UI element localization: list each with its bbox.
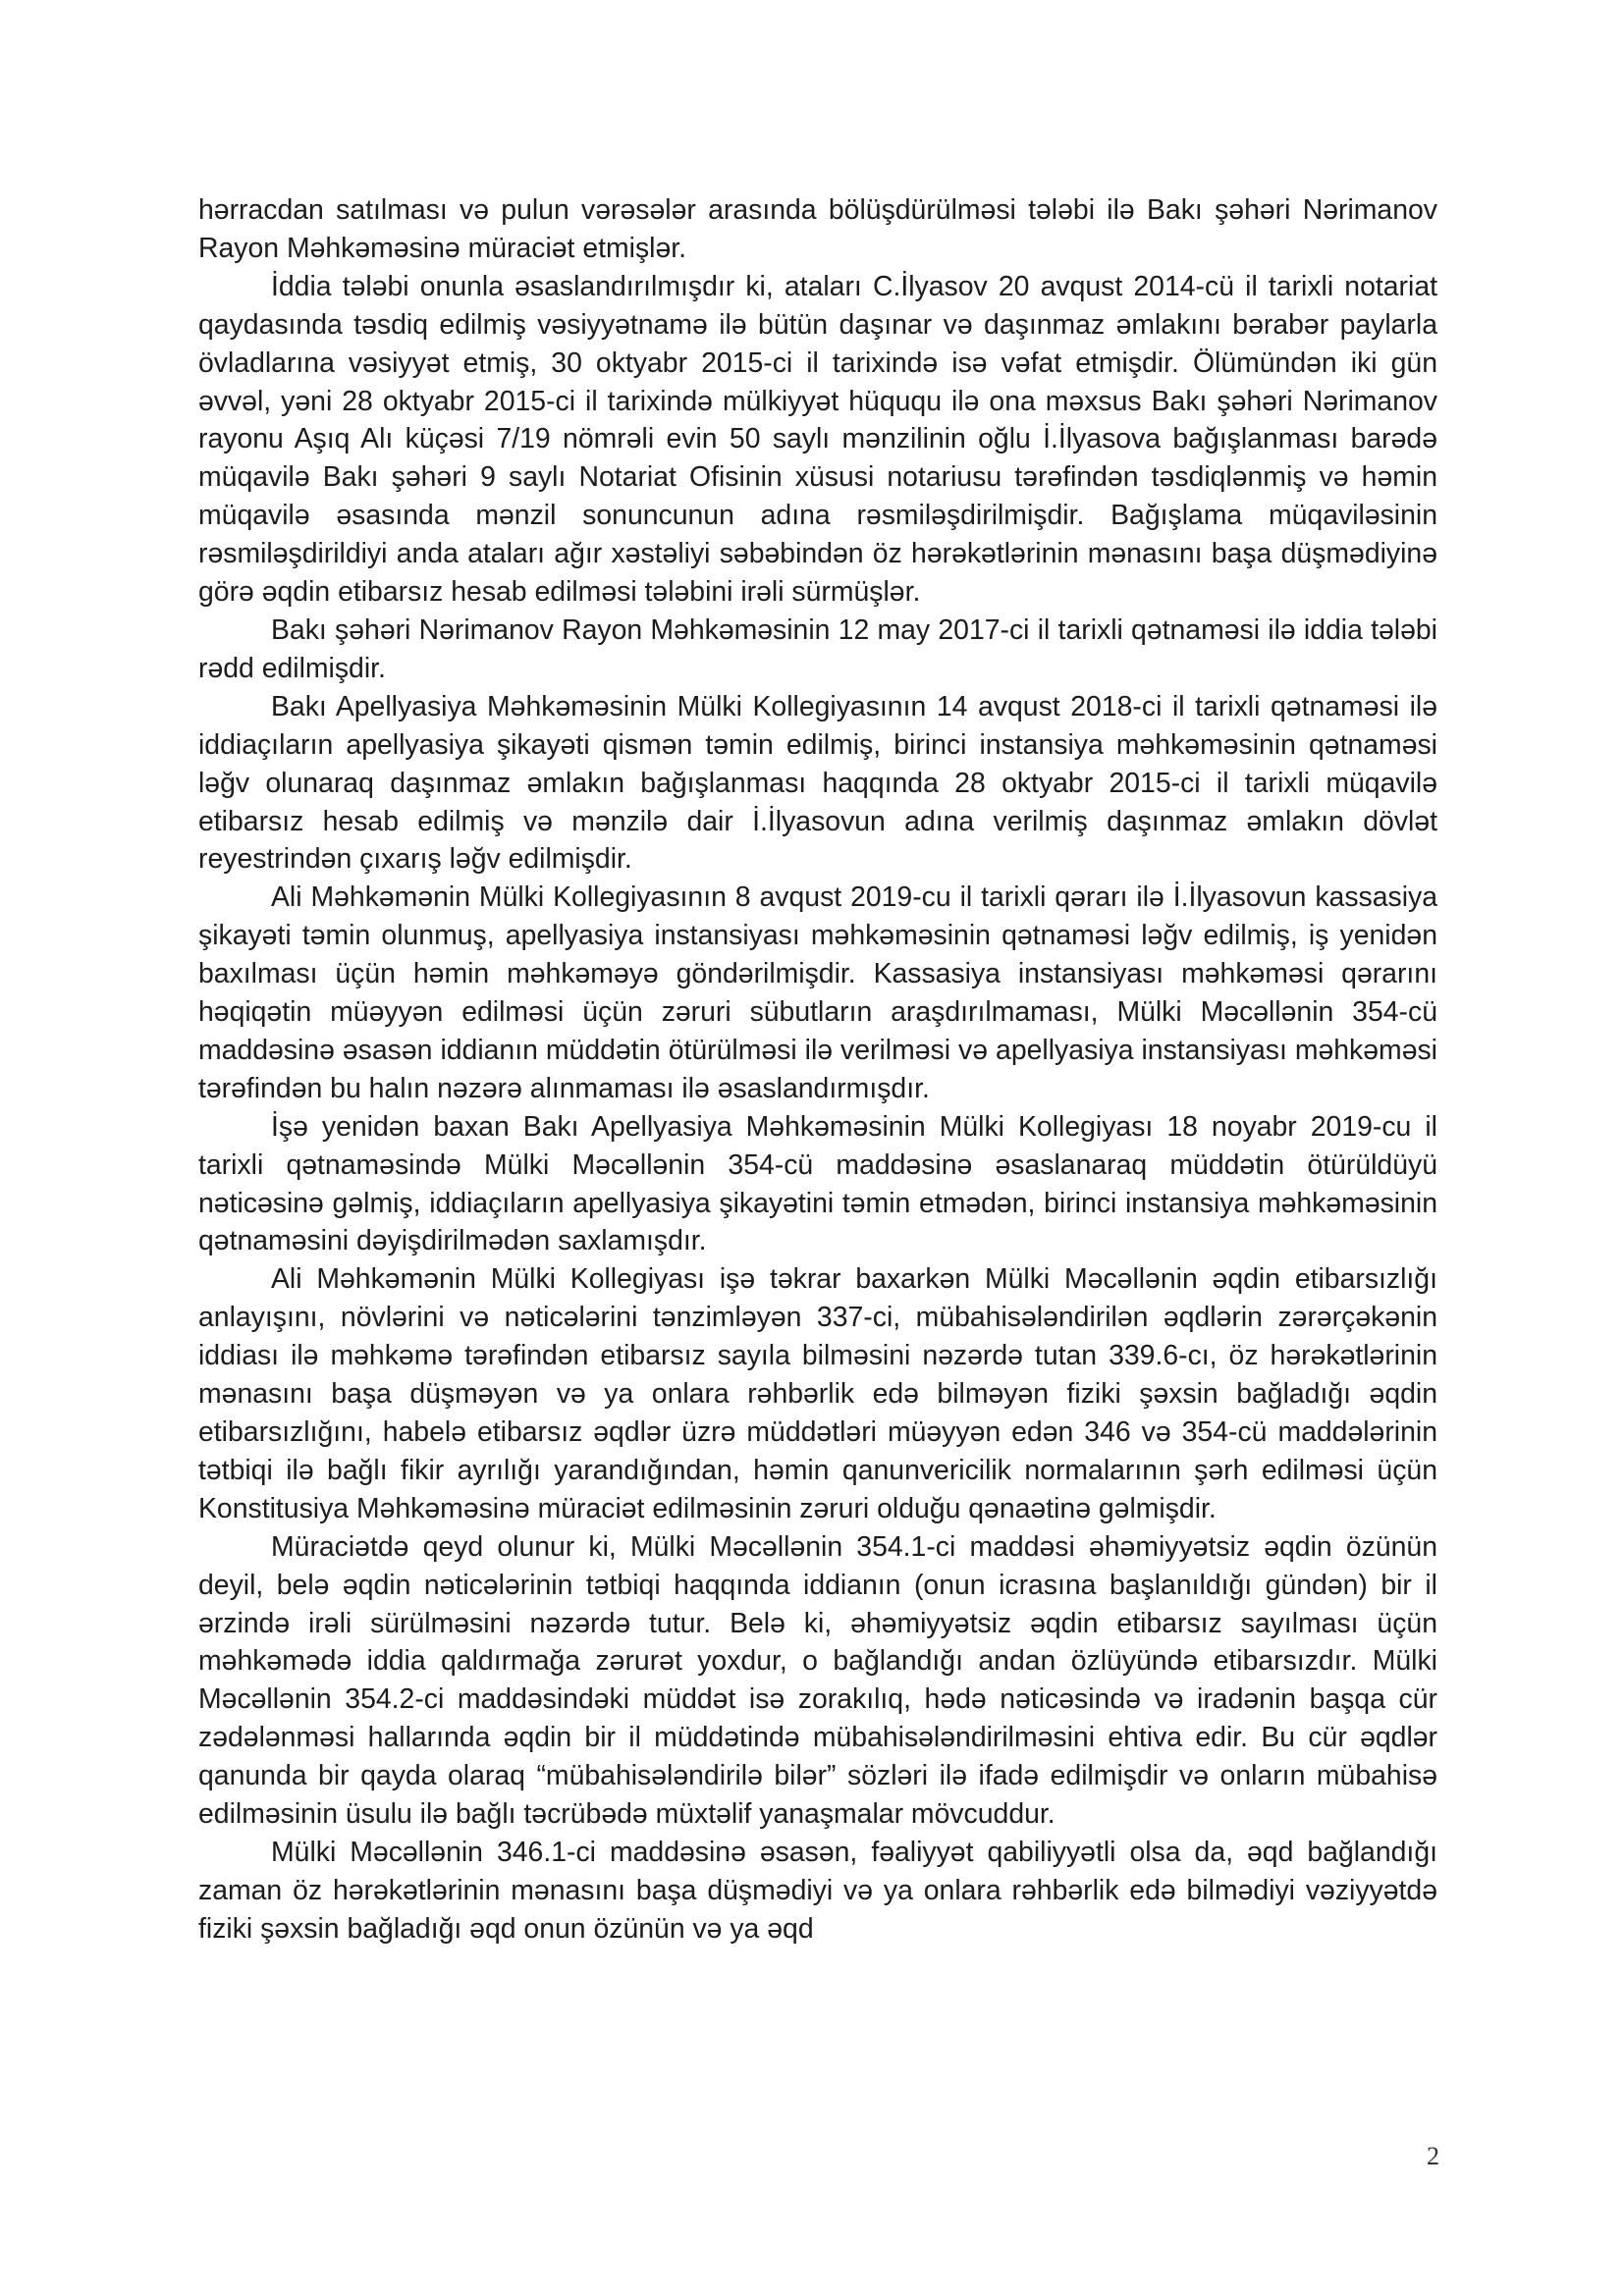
paragraph-2: İddia tələbi onunla əsaslandırılmışdır ki, ataları C.İlyasov 20 avqust 2014-cü il tarixli notariat qaydasında təsdiq edilmiş vəsiyyətnamə ilə bütün daşınar və daşınmaz əmlakını bərabər paylarla övladlarına vəsiyyət etmiş, 30 oktyabr 2015-ci il tarixində isə vəfat etmişdir. Ölümündən iki gün əvvəl, yəni 28 oktyabr 2015-ci il tarixində mülkiyyət hüququ ilə ona məxsus Bakı şəhəri Nərimanov rayonu Aşıq Alı küçəsi 7/19 nömrəli evin 50 saylı mənzilinin oğlu İ.İlyasova bağışlanması barədə müqavilə Bakı şəhəri 9 saylı Notariat Ofisinin xüsusi notariusu tərəfindən təsdiqlənmiş və həmin müqavilə əsasında mənzil sonuncunun adına rəsmiləşdirilmişdir. Bağışlama müqaviləsinin rəsmiləşdirildiyi anda ataları ağır xəstəliyi səbəbindən öz hərəkətlərinin mənasını başa düşmədiyinə görə əqdin etibarsız hesab edilməsi tələbini irəli sürmüşlər. xyxy=(198,270,1437,609)
document-body xyxy=(198,191,1437,1949)
paragraph-5: Ali Məhkəmənin Mülki Kollegiyasının 8 avqust 2019-cu il tarixli qərarı ilə İ.İlyasovun kassasiya şikayəti təmin olunmuş, apellyasiya instansiyası məhkəməsinin qətnaməsi ləğv edilmiş, iş yenidən baxılması üçün həmin məhkəməyə göndərilmişdir. Kassasiya instansiyası məhkəməsi qərarını həqiqətin müəyyən edilməsi üçün zəruri sübutların araşdırılmaması, Mülki Məcəllənin 354-cü maddəsinə əsasən iddianın müddətin ötürülməsi ilə verilməsi və apellyasiya instansiyası məhkəməsi tərəfindən bu halın nəzərə alınmaması ilə əsaslandırmışdır. xyxy=(198,881,1437,1104)
paragraph-6: İşə yenidən baxan Bakı Apellyasiya Məhkəməsinin Mülki Kollegiyası 18 noyabr 2019-cu il tarixli qətnaməsində Mülki Məcəllənin 354-cü maddəsinə əsaslanaraq müddətin ötürüldüyü nəticəsinə gəlmiş, iddiaçıların apellyasiya şikayətini təmin etmədən, birinci instansiya məhkəməsinin qətnaməsini dəyişdirilmədən saxlamışdır. xyxy=(198,1110,1437,1257)
paragraph-9: Mülki Məcəllənin 346.1-ci maddəsinə əsasən, fəaliyyət qabiliyyətli olsa da, əqd bağlandığı zaman öz hərəkətlərinin mənasını başa düşmədiyi və ya onlara rəhbərlik edə bilmədiyi vəziyyətdə fiziki şəxsin bağladığı əqd onun özünün və ya əqd xyxy=(198,1836,1437,1945)
paragraph-7: Ali Məhkəmənin Mülki Kollegiyası işə təkrar baxarkən Mülki Məcəllənin əqdin etibarsızlığı anlayışını, növlərini və nəticələrini tənzimləyən 337-ci, mübahisələndirilən əqdlərin zərərçəkənin iddiası ilə məhkəmə tərəfindən etibarsız sayıla bilməsini nəzərdə tutan 339.6-cı, öz hərəkətlərinin mənasını başa düşməyən və ya onlara rəhbərlik edə bilməyən fiziki şəxsin bağladığı əqdin etibarsızlığını, habelə etibarsız əqdlər üzrə müddətləri müəyyən edən 346 və 354-cü maddələrinin tətbiqi ilə bağlı fikir ayrılığı yarandığından, həmin qanunvericilik normalarının şərh edilməsi üçün Konstitusiya Məhkəməsinə müraciət edilməsinin zəruri olduğu qənaətinə gəlmişdir. xyxy=(198,1263,1437,1524)
paragraph-1: hərracdan satılması və pulun vərəsələr arasında bölüşdürülməsi tələbi ilə Bakı şəhəri Nərimanov Rayon Məhkəməsinə müraciət etmişlər. xyxy=(198,194,1437,264)
page-number: 2 xyxy=(1427,2142,1439,2170)
paragraph-4: Bakı Apellyasiya Məhkəməsinin Mülki Kollegiyasının 14 avqust 2018-ci il tarixli qətnaməsi ilə iddiaçıların apellyasiya şikayəti qismən təmin edilmiş, birinci instansiya məhkəməsinin qətnaməsi ləğv olunaraq daşınmaz əmlakın bağışlanması haqqında 28 oktyabr 2015-ci il tarixli müqavilə etibarsız hesab edilmiş və mənzilə dair İ.İlyasovun adına verilmiş daşınmaz əmlakın dövlət reyestrindən çıxarış ləğv edilmişdir. xyxy=(198,690,1437,876)
paragraph-3: Bakı şəhəri Nərimanov Rayon Məhkəməsinin 12 may 2017-ci il tarixli qətnaməsi ilə iddia tələbi rədd edilmişdir. xyxy=(198,614,1437,684)
paragraph-8: Müraciətdə qeyd olunur ki, Mülki Məcəllənin 354.1-ci maddəsi əhəmiyyətsiz əqdin özünün deyil, belə əqdin nəticələrinin tətbiqi haqqında iddianın (onun icrasına başlanıldığı gündən) bir il ərzində irəli sürülməsini nəzərdə tutur. Belə ki, əhəmiyyətsiz əqdin etibarsız sayılması üçün məhkəmədə iddia qaldırmağa zərurət yoxdur, o bağlandığı andan özlüyündə etibarsızdır. Mülki Məcəllənin 354.2-ci maddəsindəki müddət isə zorakılıq, hədə nəticəsində və iradənin başqa cür zədələnməsi hallarında əqdin bir il müddətində mübahisələndirilməsini ehtiva edir. Bu cür əqdlər qanunda bir qayda olaraq “mübahisələndirilə bilər” sözləri ilə ifadə edilmişdir və onların mübahisə edilməsinin üsulu ilə bağlı təcrübədə müxtəlif yanaşmalar mövcuddur. xyxy=(198,1530,1437,1831)
